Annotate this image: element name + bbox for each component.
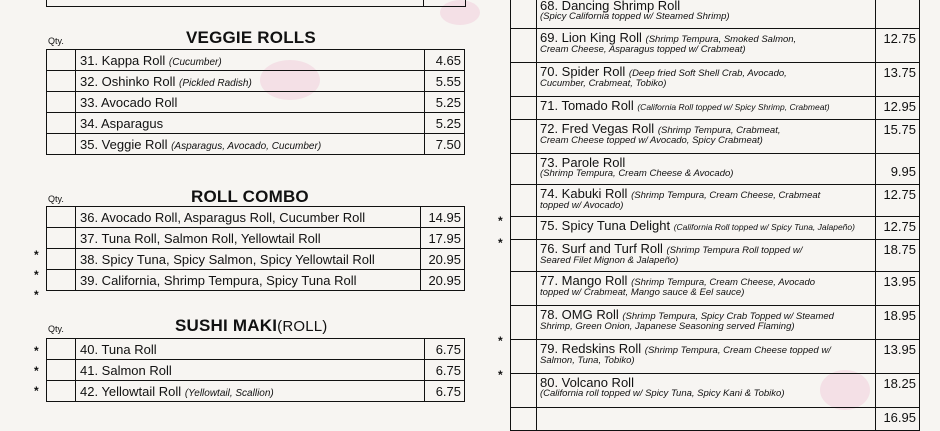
item-description-inline: (Shrimp Tempura, Smoked Salmon, <box>645 34 797 45</box>
table-row-partial <box>511 408 920 431</box>
spicy-star-icon: * <box>498 236 503 250</box>
spicy-star-icon: * <box>34 384 39 398</box>
table-row <box>47 339 465 360</box>
item-price: 13.95 <box>876 272 920 306</box>
item-name <box>537 240 876 272</box>
item-name <box>537 63 876 97</box>
item-description: (Shrimp Tempura, Cream Cheese & Avocado) <box>540 168 734 179</box>
spicy-star-icon: * <box>34 288 39 302</box>
qty-cell[interactable] <box>47 71 76 92</box>
item-price: 5.25 <box>425 113 465 134</box>
table-row <box>511 120 920 154</box>
table-row <box>511 97 920 120</box>
table-row <box>511 240 920 272</box>
item-title: 74. Kabuki Roll <box>540 186 628 201</box>
item-description: topped w/ Crabmeat, Mango sauce & Eel sauce) <box>540 287 745 298</box>
section-title-sushi-maki <box>175 316 328 336</box>
item-name: 36. Avocado Roll, Asparagus Roll, Cucumber Roll <box>76 207 421 228</box>
table-row <box>511 306 920 340</box>
section-title-veggie-rolls: VEGGIE ROLLS <box>186 28 316 47</box>
qty-cell[interactable] <box>47 360 76 381</box>
item-title: 68. Dancing Shrimp Roll <box>540 0 681 13</box>
qty-cell[interactable] <box>47 207 76 228</box>
item-name: 38. Spicy Tuna, Spicy Salmon, Spicy Yellowtail Roll <box>76 249 421 270</box>
item-name <box>76 92 425 113</box>
item-price: 7.50 <box>425 134 465 155</box>
item-name <box>537 154 876 185</box>
item-title: 34. Asparagus <box>80 115 164 131</box>
item-price: 18.95 <box>876 306 920 340</box>
item-price <box>876 0 920 29</box>
item-name <box>76 71 425 92</box>
table-row <box>511 185 920 217</box>
item-name: 39. California, Shrimp Tempura, Spicy Tuna Roll <box>76 270 421 291</box>
qty-cell[interactable] <box>47 270 76 291</box>
qty-cell[interactable] <box>511 240 537 272</box>
table-row <box>511 272 920 306</box>
qty-cell[interactable] <box>511 0 537 29</box>
table-row <box>47 207 465 228</box>
item-description: (Pickled Radish) <box>179 77 252 89</box>
item-description: Cream Cheese, Asparagus topped w/ Crabmeat) <box>540 44 746 55</box>
qty-cell[interactable] <box>47 339 76 360</box>
qty-cell[interactable] <box>511 408 537 431</box>
qty-cell[interactable] <box>511 217 537 240</box>
qty-cell[interactable] <box>47 50 76 71</box>
item-description-inline: (Shrimp Tempura, Cream Cheese topped w/ <box>644 345 831 356</box>
item-name <box>537 29 876 63</box>
qty-cell[interactable] <box>47 228 76 249</box>
table-row <box>47 134 465 155</box>
table-row <box>511 29 920 63</box>
table-row <box>47 92 465 113</box>
item-title: 31. Kappa Roll <box>80 52 166 68</box>
table-row <box>47 270 465 291</box>
table-row <box>47 228 465 249</box>
item-description: Cucumber, Crabmeat, Tobiko) <box>540 78 667 89</box>
item-price: 17.95 <box>421 228 465 249</box>
table-row <box>47 381 465 402</box>
item-title: 79. Redskins Roll <box>540 341 642 356</box>
item-title: 42. Yellowtail Roll <box>80 383 182 399</box>
item-description-inline: (California Roll topped w/ Spicy Shrimp, Crabmeat) <box>637 102 830 112</box>
item-name <box>537 120 876 154</box>
qty-cell[interactable] <box>511 272 537 306</box>
item-description: Cream Cheese topped w/ Avocado, Spicy Crabmeat) <box>540 135 763 146</box>
qty-cell[interactable] <box>511 63 537 97</box>
item-price: 6.75 <box>425 339 465 360</box>
qty-cell[interactable] <box>511 306 537 340</box>
item-name <box>537 374 876 408</box>
item-price: 14.95 <box>421 207 465 228</box>
item-description-inline: (Shrimp Tempura, Cream Cheese, Avocado <box>631 277 816 288</box>
table-row <box>511 340 920 374</box>
item-name <box>76 50 425 71</box>
qty-cell[interactable] <box>511 185 537 217</box>
section-title-roll-combo: ROLL COMBO <box>191 187 309 206</box>
spicy-star-icon: * <box>498 334 503 348</box>
prev-table-stub <box>46 0 466 7</box>
prev-table-price-divider <box>423 0 424 6</box>
item-price: 16.95 <box>876 408 920 431</box>
section-title-main: SUSHI MAKI <box>175 316 278 335</box>
qty-cell[interactable] <box>47 134 76 155</box>
item-name <box>537 408 876 431</box>
qty-label: Qty. <box>48 324 64 334</box>
table-row <box>511 63 920 97</box>
table-row <box>511 0 920 29</box>
qty-cell[interactable] <box>47 381 76 402</box>
spicy-star-icon: * <box>34 268 39 282</box>
item-description: Shrimp, Green Onion, Japanese Seasoning served Flaming) <box>540 321 795 332</box>
item-name: 41. Salmon Roll <box>76 360 425 381</box>
qty-cell[interactable] <box>511 374 537 408</box>
item-title: 78. OMG Roll <box>540 307 619 322</box>
spicy-star-icon: * <box>498 368 503 382</box>
qty-cell[interactable] <box>47 92 76 113</box>
item-description: (Spicy California topped w/ Steamed Shrimp) <box>540 11 730 22</box>
item-price: 20.95 <box>421 270 465 291</box>
item-description-inline: (Deep fried Soft Shell Crab, Avocado, <box>628 68 787 79</box>
qty-cell[interactable] <box>511 340 537 374</box>
item-description: (Yellowtail, Scallion) <box>184 387 274 399</box>
item-price: 4.65 <box>425 50 465 71</box>
qty-cell[interactable] <box>511 120 537 154</box>
item-title: 75. Spicy Tuna Delight <box>540 218 671 233</box>
qty-cell[interactable] <box>511 154 537 185</box>
item-price: 5.25 <box>425 92 465 113</box>
item-price: 18.75 <box>876 240 920 272</box>
item-name <box>76 113 425 134</box>
table-row <box>511 154 920 185</box>
item-description-inline: (Shrimp Tempura, Spicy Crab Topped w/ Steamed <box>622 311 834 322</box>
item-name <box>76 381 425 402</box>
item-description: Seared Filet Mignon & Jalapeño) <box>540 255 679 266</box>
item-price: 12.95 <box>876 97 920 120</box>
table-row <box>47 50 465 71</box>
item-price: 13.75 <box>876 63 920 97</box>
item-description-inline: (Shrimp Tempura, Crabmeat, <box>657 125 781 136</box>
table-row <box>47 71 465 92</box>
item-name <box>537 217 876 240</box>
spicy-star-icon: * <box>34 248 39 262</box>
item-description: topped w/ Avocado) <box>540 200 624 211</box>
qty-cell[interactable] <box>47 249 76 270</box>
item-title: 33. Avocado Roll <box>80 94 178 110</box>
item-description: (Asparagus, Avocado, Cucumber) <box>171 140 322 152</box>
item-title: 76. Surf and Turf Roll <box>540 241 663 256</box>
item-title: 69. Lion King Roll <box>540 30 642 45</box>
menu-table-veggie-rolls <box>46 49 465 155</box>
item-title: 35. Veggie Roll <box>80 136 168 152</box>
item-description: Salmon, Tuna, Tobiko) <box>540 355 635 366</box>
item-price: 12.75 <box>876 217 920 240</box>
item-title: 32. Oshinko Roll <box>80 73 176 89</box>
item-title: 77. Mango Roll <box>540 273 628 288</box>
item-price: 6.75 <box>425 360 465 381</box>
item-name <box>76 134 425 155</box>
item-description: (California roll topped w/ Spicy Tuna, Spicy Kani & Tobiko) <box>540 388 785 399</box>
qty-cell[interactable] <box>511 97 537 120</box>
item-name: 37. Tuna Roll, Salmon Roll, Yellowtail Roll <box>76 228 421 249</box>
item-name: 40. Tuna Roll <box>76 339 425 360</box>
item-description-inline: (Shrimp Tempura, Cream Cheese, Crabmeat <box>631 190 821 201</box>
table-row <box>47 360 465 381</box>
item-name <box>537 340 876 374</box>
item-name <box>537 0 876 29</box>
spicy-star-icon: * <box>34 364 39 378</box>
item-title: 73. Parole Roll <box>540 155 626 170</box>
qty-cell[interactable] <box>47 113 76 134</box>
menu-table-sushi-maki <box>46 338 465 402</box>
item-description-inline: (Shrimp Tempura Roll topped w/ <box>666 245 803 256</box>
item-price: 12.75 <box>876 29 920 63</box>
qty-label: Qty. <box>48 194 64 204</box>
spicy-star-icon: * <box>34 344 39 358</box>
table-row <box>47 113 465 134</box>
item-description-inline: (California Roll topped w/ Spicy Tuna, Jalapeño) <box>673 222 855 232</box>
qty-cell[interactable] <box>511 29 537 63</box>
table-row <box>511 374 920 408</box>
item-name <box>537 272 876 306</box>
item-title: 72. Fred Vegas Roll <box>540 121 655 136</box>
item-price: 18.25 <box>876 374 920 408</box>
item-name <box>537 306 876 340</box>
qty-label: Qty. <box>48 36 64 46</box>
item-description: (Cucumber) <box>168 56 222 68</box>
spicy-star-icon: * <box>498 214 503 228</box>
menu-table-roll-combo <box>46 206 465 291</box>
item-title: 80. Volcano Roll <box>540 375 634 390</box>
item-name <box>537 185 876 217</box>
section-title-suffix: (ROLL) <box>277 318 328 335</box>
item-name <box>537 97 876 120</box>
table-row <box>47 249 465 270</box>
item-price: 5.55 <box>425 71 465 92</box>
item-price: 15.75 <box>876 120 920 154</box>
item-title: 71. Tomado Roll <box>540 98 634 113</box>
menu-table-specialty-rolls <box>510 0 920 431</box>
table-row <box>511 217 920 240</box>
item-price: 9.95 <box>876 154 920 185</box>
item-price: 12.75 <box>876 185 920 217</box>
item-price: 13.95 <box>876 340 920 374</box>
item-title: 70. Spider Roll <box>540 64 626 79</box>
item-price: 6.75 <box>425 381 465 402</box>
item-price: 20.95 <box>421 249 465 270</box>
